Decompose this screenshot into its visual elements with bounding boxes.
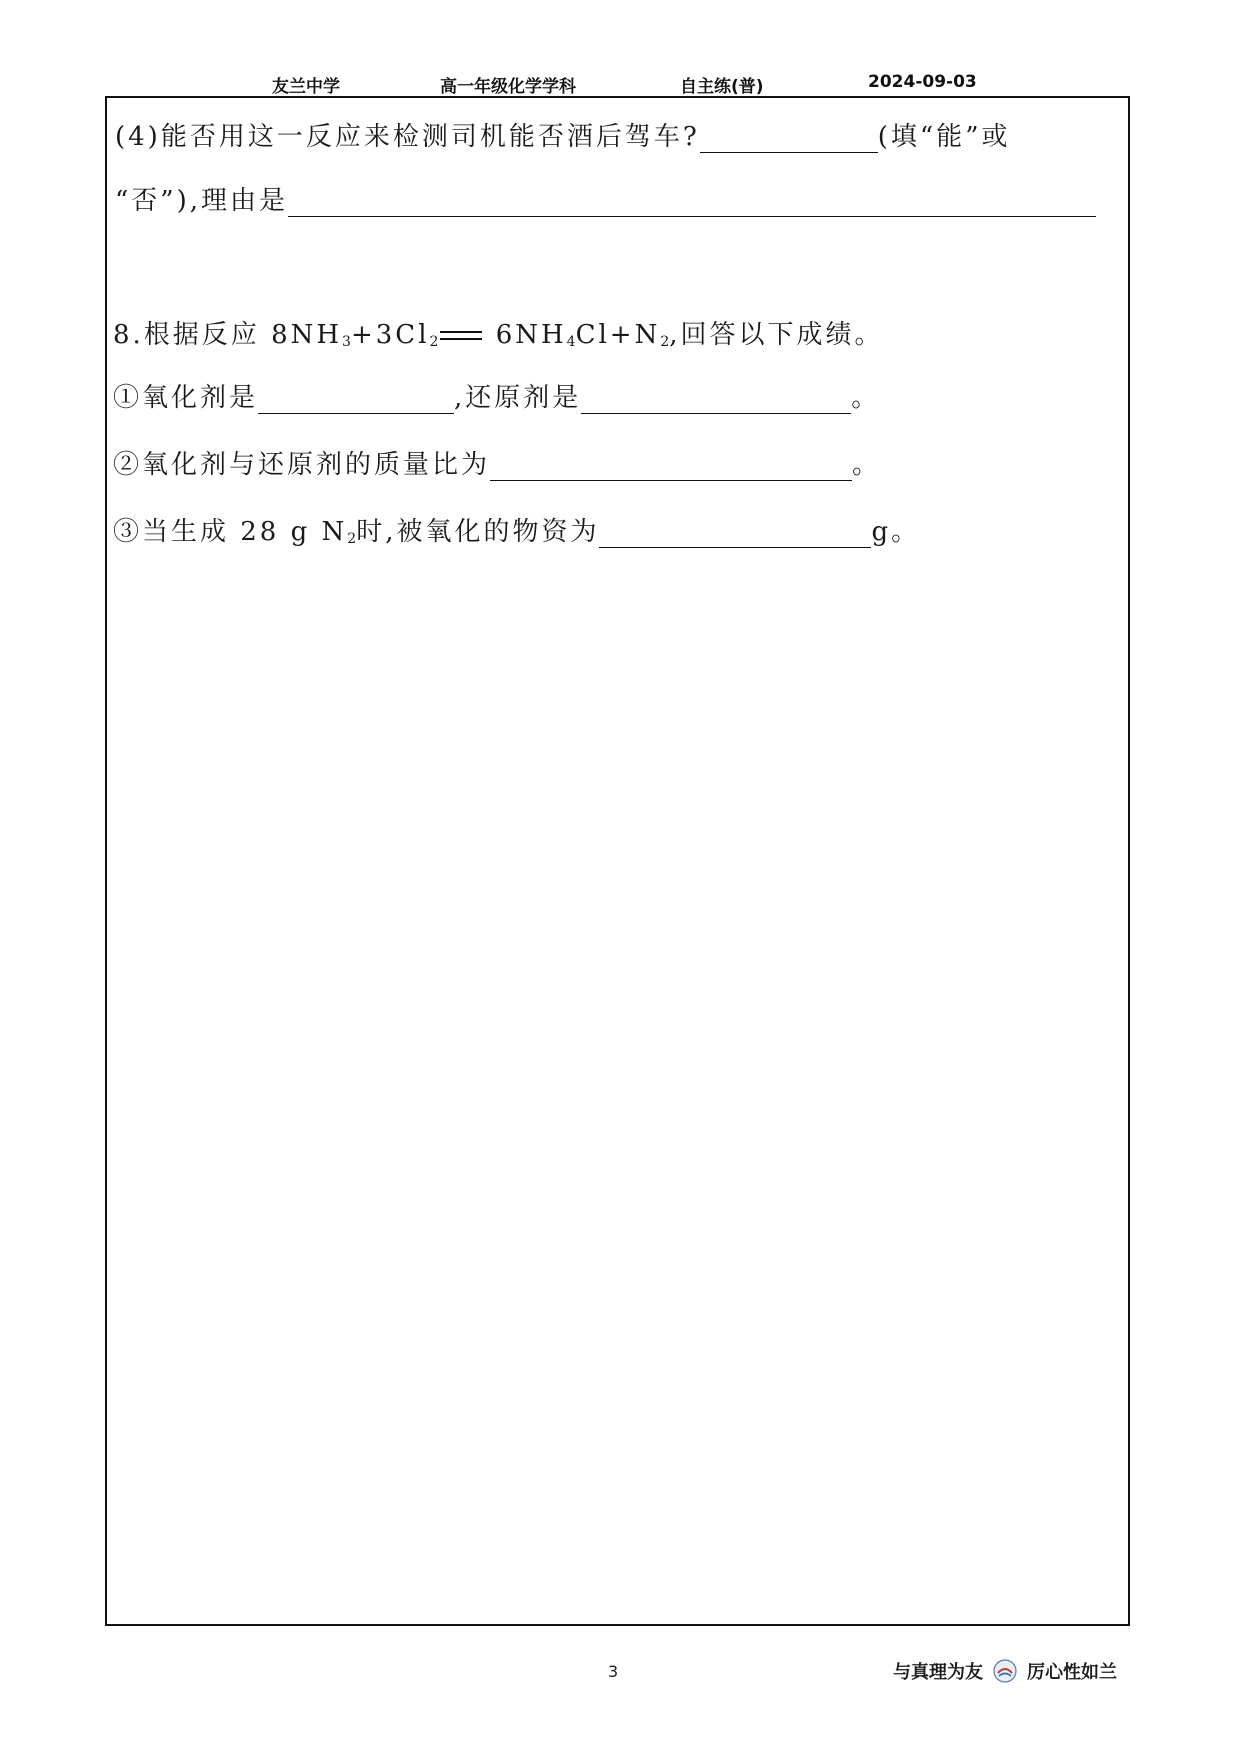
- q8-part-1: [113, 377, 880, 414]
- q8-sub-c: 4: [566, 334, 576, 350]
- page-header: [0, 72, 1241, 96]
- q8-sub-b: 2: [429, 334, 439, 350]
- q8-p2-end: 。: [852, 450, 882, 480]
- motto-right: 厉心性如兰: [1027, 1662, 1117, 1683]
- q4-text-a: (4)能否用这一反应来检测司机能否酒后驾车?: [115, 122, 700, 152]
- q4-line-2: [115, 180, 1096, 217]
- q4-text-b: (填“能”或: [877, 122, 1011, 152]
- q4-text-c: “否”),理由是: [115, 186, 288, 216]
- school-emblem-icon: [993, 1659, 1017, 1688]
- motto-left: 与真理为友: [893, 1662, 983, 1683]
- q8-intro-d: Cl+N: [575, 320, 661, 350]
- q8-p3-label-b: 时,被氧化的物资为: [356, 517, 600, 547]
- q8-intro-e: ,回答以下成绩。: [669, 320, 884, 350]
- q4-answer-blank[interactable]: [700, 126, 878, 153]
- q8-p3-end: g。: [871, 517, 921, 547]
- q8-part-2: [113, 444, 881, 481]
- q8-sub-a: 3: [342, 334, 351, 350]
- q8-intro-c: 6NH: [484, 320, 567, 350]
- q8-p1-end: 。: [851, 383, 881, 413]
- oxidant-blank[interactable]: [258, 387, 454, 414]
- q4-line-1: [115, 116, 1011, 153]
- header-grade-subject: 高一年级化学学科: [440, 77, 576, 97]
- q8-p2-label: ②氧化剂与还原剂的质量比为: [113, 450, 491, 480]
- q4-reason-blank[interactable]: [288, 190, 1096, 217]
- footer-motto: [893, 1658, 1117, 1688]
- reductant-blank[interactable]: [581, 387, 851, 414]
- q8-intro-a: 8.根据反应 8NH: [113, 320, 343, 350]
- q8-sub-d: 2: [660, 334, 670, 350]
- header-practice: 自主练(普): [680, 77, 764, 97]
- q8-part-3: [113, 511, 920, 548]
- q8-intro-b: +3Cl: [350, 320, 430, 350]
- q8-p1-label-b: ,还原剂是: [454, 383, 582, 413]
- oxidized-mass-blank[interactable]: [599, 521, 871, 548]
- header-school: 友兰中学: [272, 77, 340, 97]
- equals-sign-icon: [438, 329, 484, 343]
- mass-ratio-blank[interactable]: [490, 454, 852, 481]
- header-date: 2024-09-03: [868, 72, 977, 92]
- q8-p3-sub: 2: [347, 531, 357, 547]
- q8-p3-label-a: ③当生成 28 g N: [113, 517, 348, 547]
- q8-intro: [113, 314, 884, 351]
- page-number: 3: [608, 1662, 619, 1681]
- q8-p1-label-a: ①氧化剂是: [113, 383, 259, 413]
